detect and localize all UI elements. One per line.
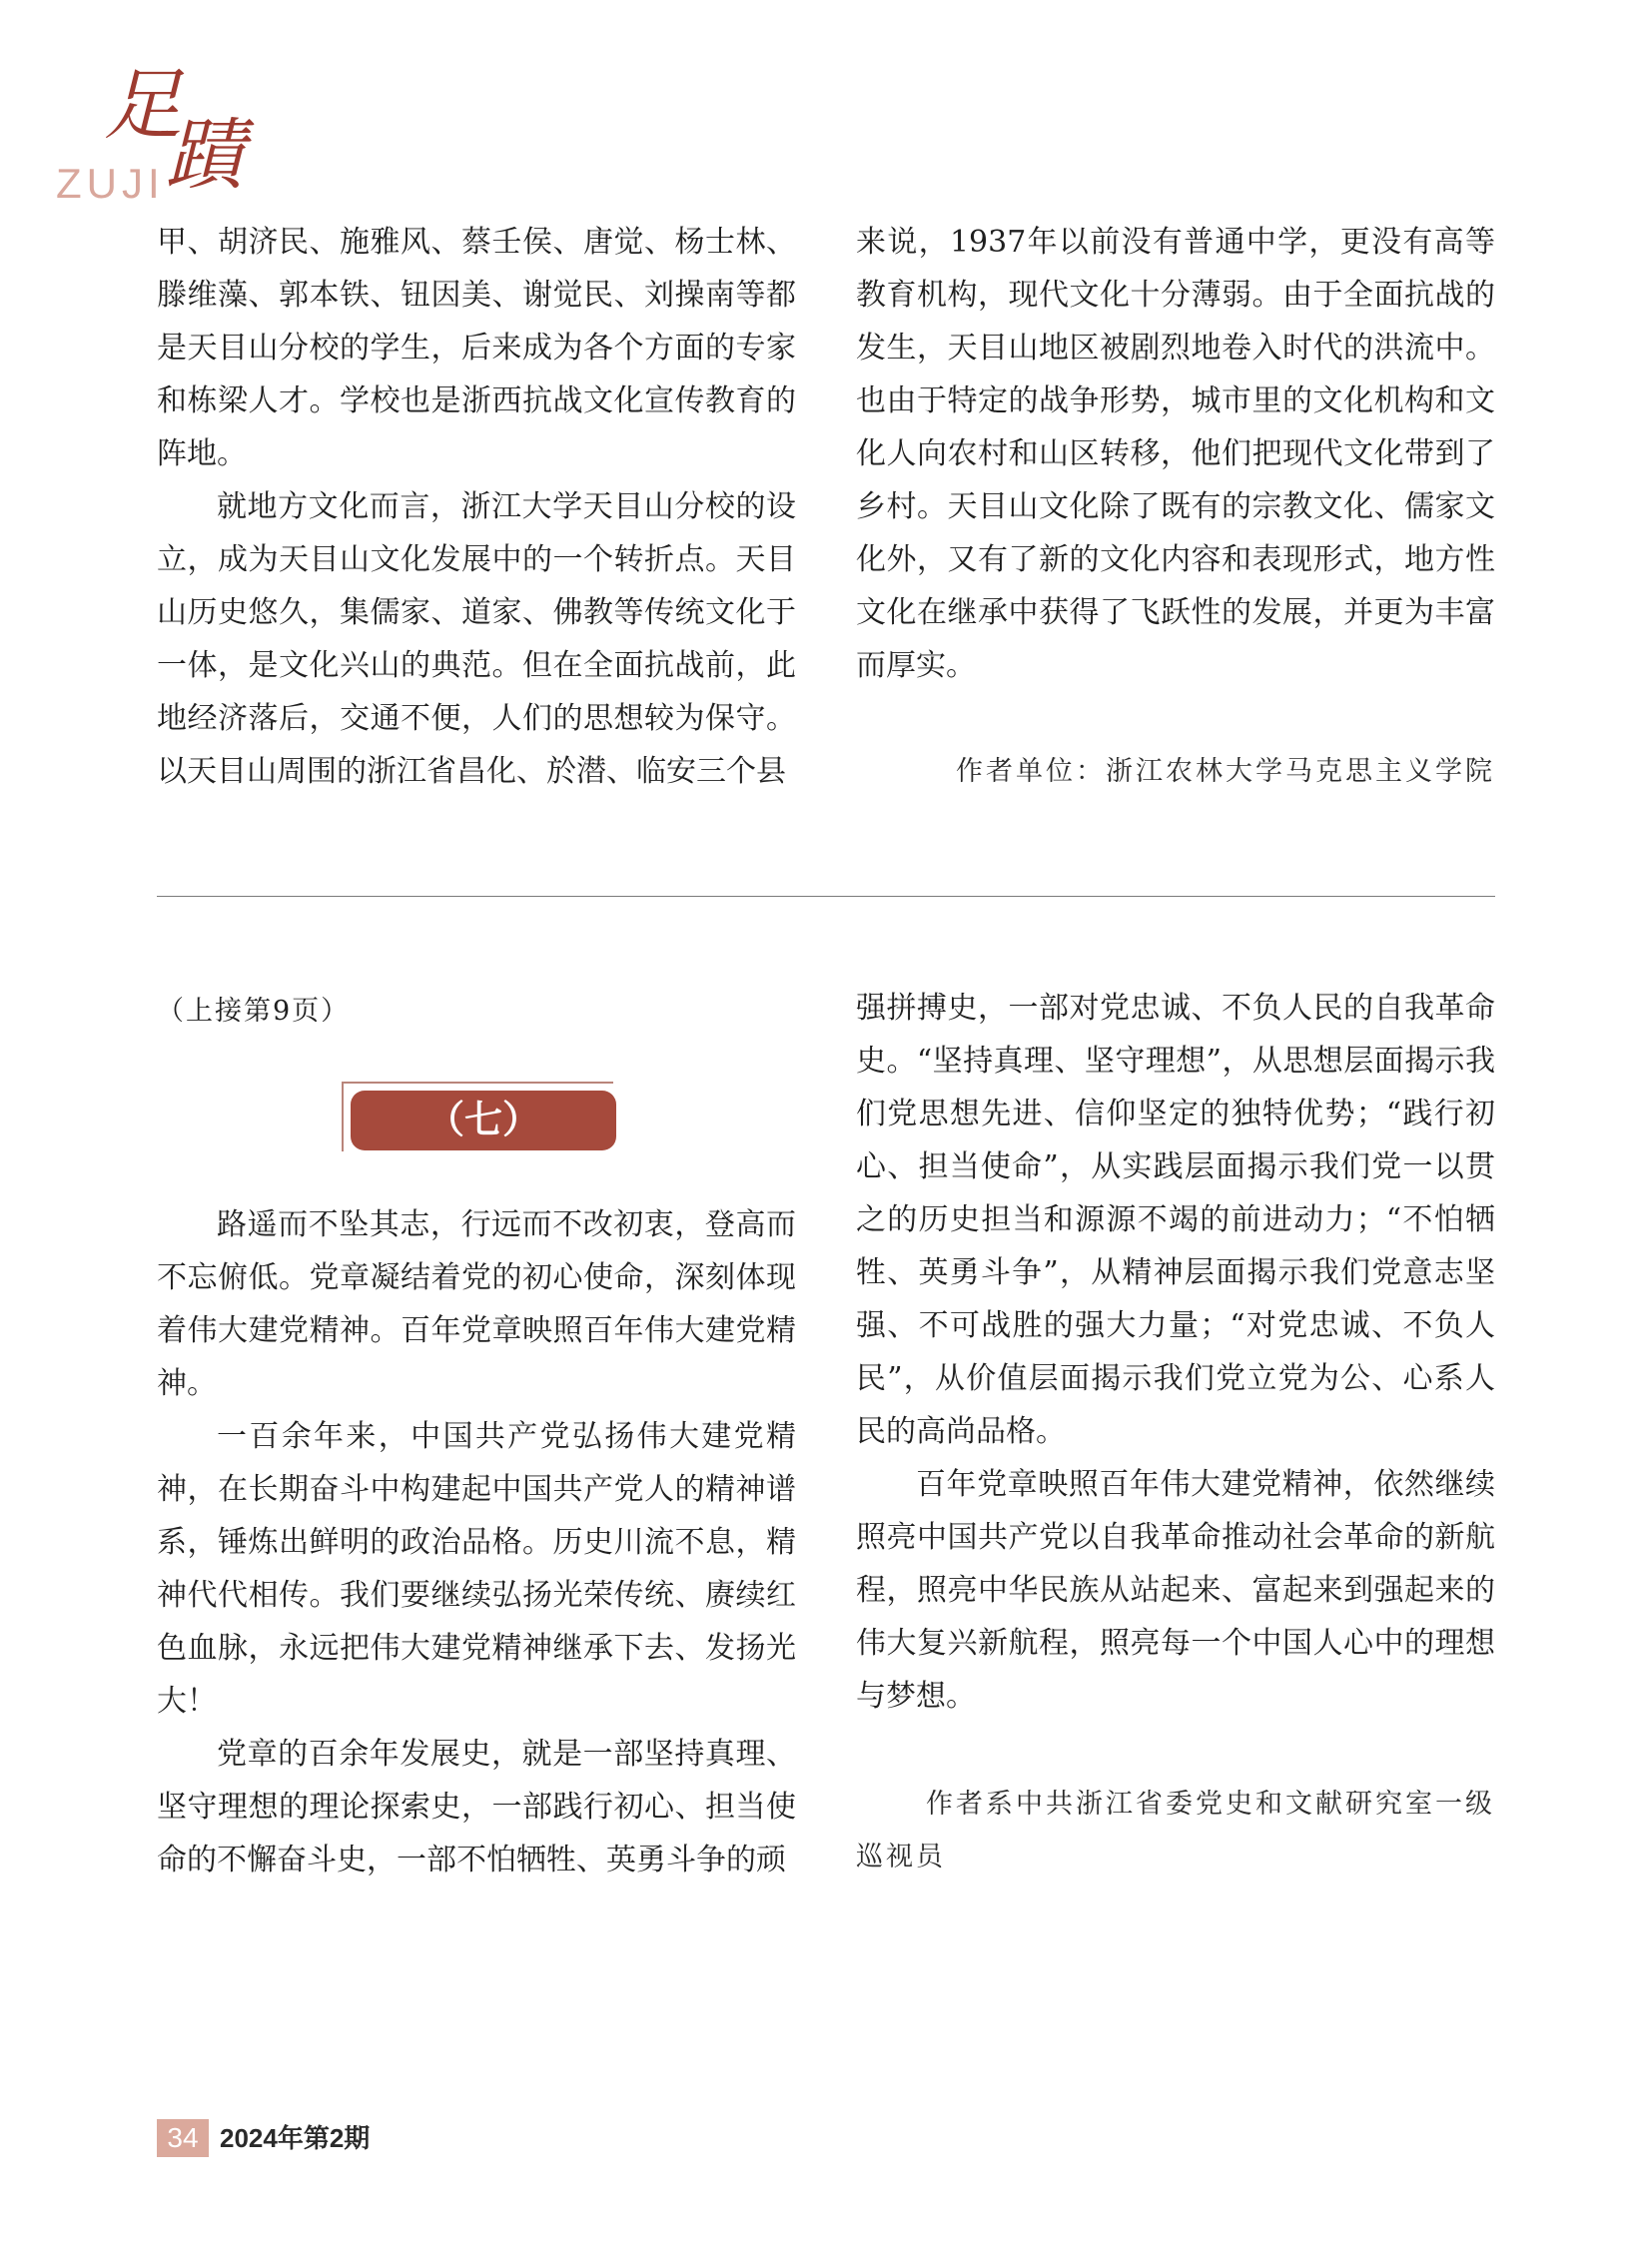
magazine-logo <box>56 58 256 207</box>
article1-left-paragraph-2: 就地方文化而言，浙江大学天目山分校的设立，成为天目山文化发展中的一个转折点。天目山历史悠久，集儒家、道家、佛教等传统文化于一体，是文化兴山的典范。但在全面抗战前，此地经济落后，交通不便，人们的思想较为保守。以天目山周围的浙江省昌化、於潜、临安三个县 <box>157 489 796 789</box>
section-divider <box>157 896 1495 897</box>
article1-right-column <box>856 216 1495 692</box>
article1-left-column <box>157 216 796 798</box>
section-heading: （七） <box>351 1091 616 1150</box>
article1-left-paragraph-1: 甲、胡济民、施雅风、蔡壬侯、唐觉、杨士林、滕维藻、郭本铁、钮因美、谢觉民、刘操南等都是天目山分校的学生，后来成为各个方面的专家和栋梁人才。学校也是浙西抗战文化宣传教育的阵地。 <box>157 225 796 471</box>
issue-label: 2024年第2期 <box>220 2123 371 2153</box>
logo-char-zu: 足 <box>104 61 183 151</box>
article2-left-paragraph-3: 党章的百余年发展史，就是一部坚持真理、坚守理想的理论探索史，一部践行初心、担当使命的不懈奋斗史，一部不怕牺牲、英勇斗争的顽 <box>157 1737 796 1877</box>
continued-from-note: （上接第9页） <box>157 996 351 1027</box>
article2-left-paragraph-2: 一百余年来，中国共产党弘扬伟大建党精神，在长期奋斗中构建起中国共产党人的精神谱系，锤炼出鲜明的政治品格。历史川流不息，精神代代相传。我们要继续弘扬光荣传统、赓续红色血脉，永远把伟大建党精神继承下去、发扬光大！ <box>157 1419 796 1719</box>
article2-author-line-2: 巡视员 <box>856 1842 946 1872</box>
article2-left-column <box>157 1198 796 1886</box>
article2-right-column <box>856 982 1495 1723</box>
article2-left-paragraph-1: 路遥而不坠其志，行远而不改初衷，登高而不忘俯低。党章凝结着党的初心使命，深刻体现着伟大建党精神。百年党章映照百年伟大建党精神。 <box>157 1207 796 1401</box>
page-number: 34 <box>157 2119 209 2157</box>
article2-right-paragraph-2: 百年党章映照百年伟大建党精神，依然继续照亮中国共产党以自我革命推动社会革命的新航程，照亮中华民族从站起来、富起来到强起来的伟大复兴新航程，照亮每一个中国人心中的理想与梦想。 <box>856 1467 1495 1714</box>
article1-affiliation: 作者单位：浙江农林大学马克思主义学院 <box>956 756 1495 787</box>
logo-char-ji: 蹟 <box>166 111 245 201</box>
article1-right-paragraph-1: 来说，1937年以前没有普通中学，更没有高等教育机构，现代文化十分薄弱。由于全面抗战的发生，天目山地区被剧烈地卷入时代的洪流中。也由于特定的战争形势，城市里的文化机构和文化人向农村和山区转移，他们把现代文化带到了乡村。天目山文化除了既有的宗教文化、儒家文化外，又有了新的文化内容和表现形式，地方性文化在继承中获得了飞跃性的发展，并更为丰富而厚实。 <box>856 225 1495 683</box>
logo-latin: ZUJI <box>56 160 165 207</box>
article2-right-paragraph-1: 强拼搏史，一部对党忠诚、不负人民的自我革命史。“坚持真理、坚守理想”，从思想层面揭示我们党思想先进、信仰坚定的独特优势；“践行初心、担当使命”，从实践层面揭示我们党一以贯之的历史担当和源源不竭的前进动力；“不怕牺牲、英勇斗争”，从精神层面揭示我们党意志坚强、不可战胜的强大力量；“对党忠诚、不负人民”，从价值层面揭示我们党立党为公、心系人民的高尚品格。 <box>856 991 1495 1449</box>
article2-author-line-1: 作者系中共浙江省委党史和文献研究室一级 <box>926 1789 1495 1820</box>
